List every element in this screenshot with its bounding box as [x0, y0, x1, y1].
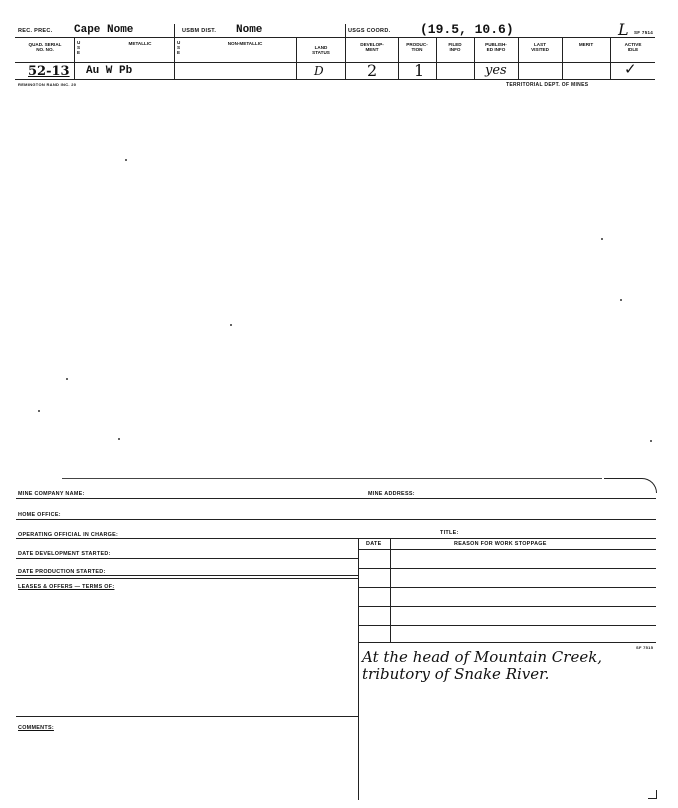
row-published-info: yes — [485, 63, 507, 78]
col-divider — [74, 37, 75, 79]
form-vertical-divider — [358, 538, 359, 800]
header-rule-top — [15, 37, 655, 38]
field-rule — [16, 558, 358, 559]
stoppage-date-header: DATE — [366, 541, 382, 547]
usbm-dist-label: USBM DIST. — [182, 28, 217, 34]
col-last-visited: LAST VISITED — [531, 42, 549, 53]
col-metallic: METALLIC — [128, 41, 152, 46]
row-land-status: D — [314, 64, 324, 78]
col-production: PRODUC- TION — [406, 42, 428, 53]
row-production: 1 — [414, 61, 425, 80]
field-rule — [16, 575, 358, 576]
date-column-divider — [390, 538, 391, 642]
col-quad-serial: QUAD. SERIAL NO. NO. — [28, 42, 62, 53]
field-rule — [16, 578, 358, 579]
col-use-metallic-prefix: U S E — [77, 40, 81, 56]
form-number-top: SF 7514 — [634, 30, 654, 35]
field-rule — [16, 538, 656, 539]
field-rule — [16, 519, 656, 520]
table-rule — [358, 587, 656, 588]
form-corner-curl — [604, 478, 657, 493]
corner-crop-mark — [648, 790, 657, 799]
rec-prec-value: Cape Nome — [74, 24, 134, 36]
home-office-label: HOME OFFICE: — [18, 512, 61, 518]
col-filed-info: FILED INFO — [448, 42, 462, 53]
table-rule — [358, 625, 656, 626]
col-active-idle: ACTIVE IDLE — [624, 42, 642, 53]
field-rule — [16, 716, 358, 717]
header-rule-bottom — [15, 79, 655, 80]
usgs-coord-label: USGS COORD. — [348, 28, 391, 34]
row-development: 2 — [367, 61, 378, 80]
handwritten-note-line1: At the head of Mountain Creek, — [362, 648, 603, 666]
date-production-label: DATE PRODUCTION STARTED: — [18, 569, 106, 575]
col-non-metallic: NON-METALLIC — [227, 41, 263, 46]
operating-official-label: OPERATING OFFICIAL IN CHARGE: — [18, 532, 119, 538]
mine-address-label: MINE ADDRESS: — [368, 491, 415, 497]
col-published-info: PUBLISH- ED INFO — [485, 42, 507, 53]
field-rule — [16, 498, 656, 499]
scan-speck — [620, 299, 622, 301]
scan-speck — [38, 410, 40, 412]
form-top-rule — [62, 478, 602, 479]
row-metallic: Au W Pb — [86, 65, 133, 77]
scan-speck — [118, 438, 120, 440]
rec-prec-label: REC. PREC. — [18, 28, 53, 34]
comments-label: COMMENTS: — [18, 725, 54, 731]
col-merit: MERIT — [578, 42, 594, 47]
handwritten-note-line2: tributory of Snake River. — [362, 665, 550, 683]
table-rule — [358, 549, 656, 550]
table-rule — [358, 568, 656, 569]
col-development: DEVELOP- MENT — [360, 42, 384, 53]
usbm-dist-value: Nome — [236, 24, 263, 36]
scan-speck — [601, 238, 603, 240]
scan-speck — [66, 378, 68, 380]
scan-speck — [125, 159, 127, 161]
col-divider — [345, 24, 346, 79]
title-label: TITLE: — [440, 530, 459, 536]
col-land-status: LAND STATUS — [312, 45, 330, 56]
table-rule — [358, 642, 656, 643]
scan-speck — [230, 324, 232, 326]
printer-text: REMINGTON RAND INC. 20 — [18, 82, 77, 87]
usgs-coord-value: (19.5, 10.6) — [420, 22, 514, 37]
scan-speck — [650, 440, 652, 442]
form-number-bottom: SF 7515 — [636, 645, 654, 650]
territorial-dept-text: TERRITORIAL DEPT. OF MINES — [506, 82, 589, 88]
leases-label: LEASES & OFFERS — TERMS OF: — [18, 584, 115, 590]
mine-company-label: MINE COMPANY NAME: — [18, 491, 85, 497]
col-divider — [174, 24, 175, 79]
table-rule — [358, 606, 656, 607]
stoppage-reason-header: REASON FOR WORK STOPPAGE — [454, 541, 547, 547]
date-development-label: DATE DEVELOPMENT STARTED: — [18, 551, 111, 557]
col-use-nonmetallic-prefix: U S E — [177, 40, 181, 56]
corner-mark: L — [618, 20, 629, 39]
row-serial: 52-13 — [28, 64, 70, 79]
row-active-idle: ✓ — [624, 60, 637, 78]
header-rule-mid — [15, 62, 655, 63]
col-divider — [296, 37, 297, 79]
